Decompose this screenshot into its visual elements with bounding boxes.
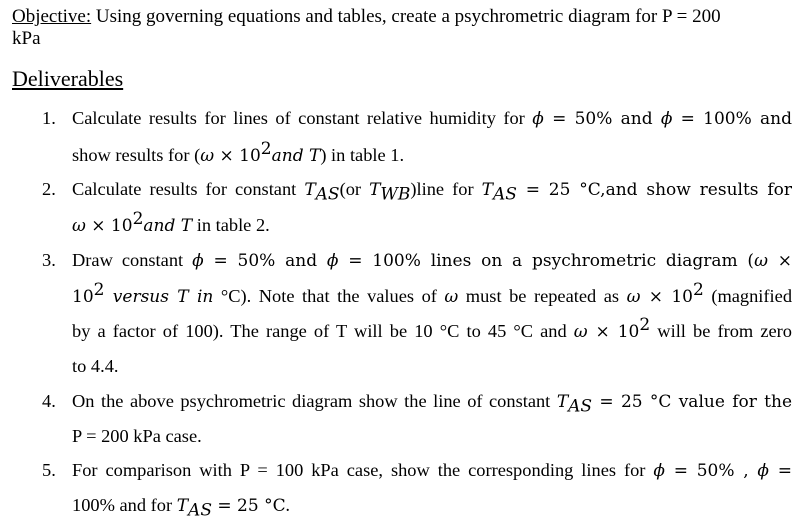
omega-symbol: ω xyxy=(573,322,588,342)
omega-symbol: ω xyxy=(626,287,641,307)
text: 10 xyxy=(72,287,94,307)
text: 100% and for xyxy=(72,495,177,515)
omega-symbol: ω xyxy=(72,216,86,236)
text: = 25 °C value for the xyxy=(592,392,792,412)
objective-label: Objective: xyxy=(12,6,92,27)
text: For comparison with P = 100 kPa case, show the corresponding lines for xyxy=(72,460,654,480)
omega-symbol: ω xyxy=(754,251,768,271)
superscript: 2 xyxy=(692,279,704,300)
deliverables-title: Deliverables xyxy=(12,66,124,91)
phi-symbol: ϕ xyxy=(192,251,204,271)
superscript: 2 xyxy=(639,314,651,335)
t-symbol: T xyxy=(176,496,189,516)
text: )line for xyxy=(410,179,482,199)
text: ) in table 1. xyxy=(320,145,405,165)
item-5-line-1 xyxy=(72,453,792,488)
text: to 4.4. xyxy=(72,356,119,376)
phi-symbol: ϕ xyxy=(532,109,544,129)
text: show results for ( xyxy=(72,145,201,165)
text: and T xyxy=(143,216,193,236)
superscript: 2 xyxy=(132,208,144,229)
phi-symbol: ϕ xyxy=(653,461,665,481)
item-number: 1. xyxy=(42,108,56,128)
phi-symbol: ϕ xyxy=(326,251,339,271)
item-1-line-1 xyxy=(72,101,792,136)
t-symbol: T xyxy=(304,180,316,200)
text: must be repeated as xyxy=(458,286,627,306)
item-3-line-1 xyxy=(72,243,792,278)
text: by a factor of 100). The range of T will be 10 °C to 45 °C and xyxy=(72,321,574,341)
text: = 100% lines on a psychrometric diagram ( xyxy=(338,251,755,271)
objective-text: Using governing equations and tables, create a psychrometric diagram for P = 200 xyxy=(91,6,721,27)
text: Draw constant xyxy=(72,250,193,270)
text: × 10 xyxy=(587,322,640,342)
phi-symbol: ϕ xyxy=(757,461,769,481)
text: Calculate results for constant xyxy=(72,179,305,199)
text: × xyxy=(767,251,792,271)
item-4-line-2 xyxy=(72,419,792,453)
objective-line xyxy=(12,4,797,30)
item-number: 3. xyxy=(42,250,56,270)
item-4-line-1 xyxy=(72,384,792,419)
t-symbol: T xyxy=(369,180,381,200)
text: On the above psychrometric diagram show the line of constant xyxy=(72,391,557,411)
omega-symbol: ω xyxy=(444,287,459,307)
superscript: 2 xyxy=(93,279,105,300)
text: = 25 °C. xyxy=(211,496,291,516)
item-3-line-4 xyxy=(72,349,792,383)
item-3-line-2 xyxy=(72,279,792,314)
subscript: AS xyxy=(568,396,593,417)
text: × 10 xyxy=(214,146,261,166)
text: × 10 xyxy=(85,216,133,236)
subscript: AS xyxy=(188,500,212,521)
item-number: 4. xyxy=(42,391,56,411)
text: (or xyxy=(339,179,370,199)
subscript: AS xyxy=(315,184,340,205)
text: and T xyxy=(271,146,321,166)
item-number: 5. xyxy=(42,460,56,480)
subscript: AS xyxy=(492,184,517,205)
text: Calculate results for lines of constant relative humidity for xyxy=(72,108,533,128)
item-5-line-2 xyxy=(72,488,792,523)
text: (magnified xyxy=(703,286,793,306)
text: P = 200 kPa case. xyxy=(72,426,202,446)
text: = 100% and xyxy=(672,109,792,129)
t-symbol: T xyxy=(481,180,493,200)
text: = 25 °C,and show results for xyxy=(516,180,793,200)
phi-symbol: ϕ xyxy=(660,109,673,129)
text: × 10 xyxy=(640,287,693,307)
text: = xyxy=(769,461,792,481)
item-2-line-2 xyxy=(72,208,792,243)
text: °C). Note that the values of xyxy=(213,286,445,306)
item-2-line-1 xyxy=(72,172,792,207)
text: in table 2. xyxy=(192,215,270,235)
text: will be from zero xyxy=(650,321,792,341)
item-3-line-3 xyxy=(72,314,792,349)
text: = 50% , xyxy=(664,461,758,481)
subscript: WB xyxy=(380,184,411,205)
text: = 50% and xyxy=(203,251,327,271)
objective-text-continued: kPa xyxy=(12,28,41,49)
omega-symbol: ω xyxy=(200,146,215,166)
item-1-line-2 xyxy=(72,138,792,173)
item-number: 2. xyxy=(42,179,56,199)
text: = 50% and xyxy=(543,109,661,129)
text: versus T in xyxy=(104,287,214,307)
t-symbol: T xyxy=(556,392,569,412)
superscript: 2 xyxy=(260,138,272,159)
